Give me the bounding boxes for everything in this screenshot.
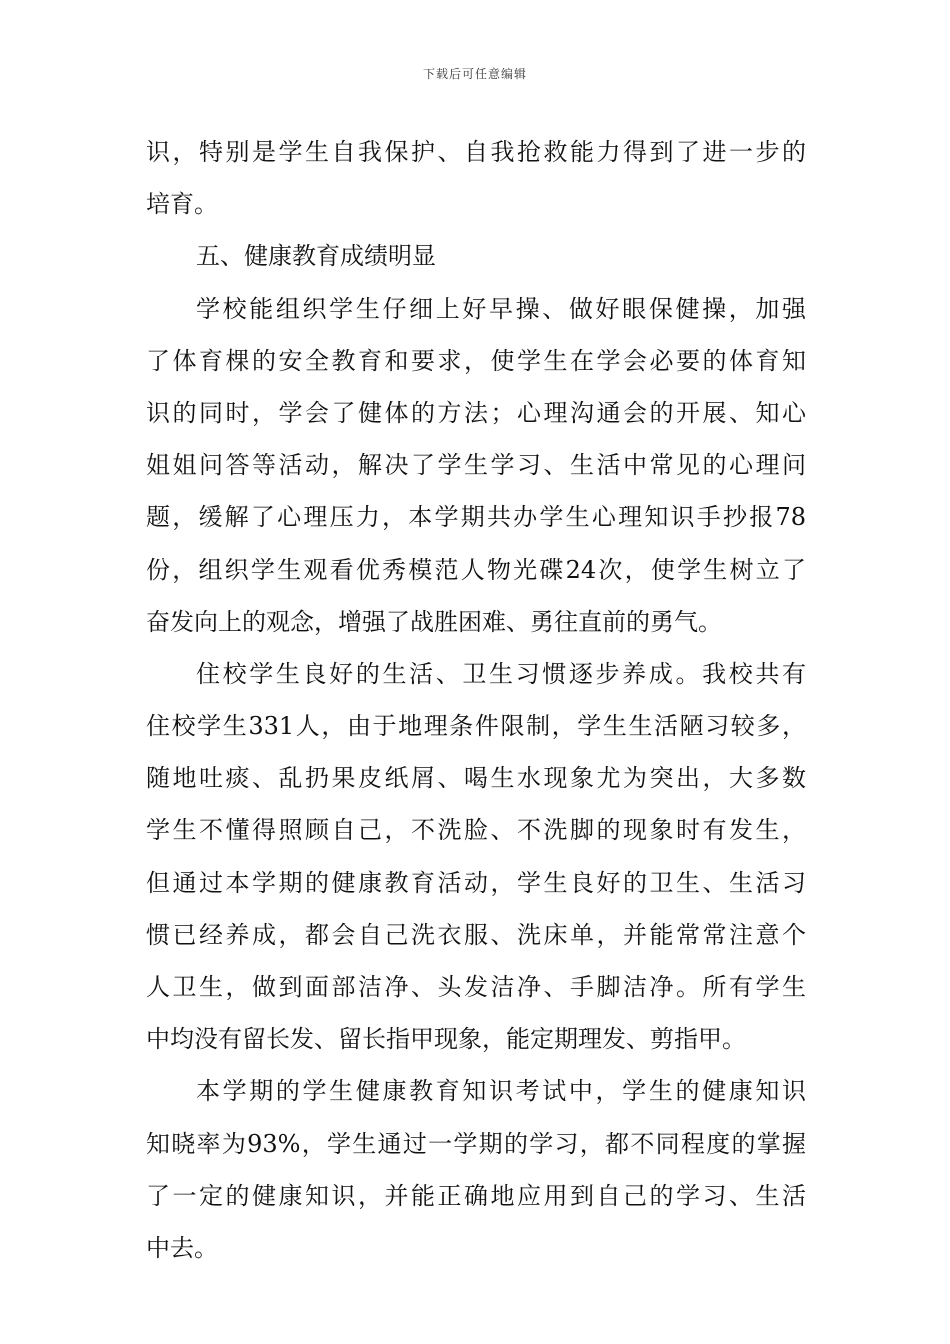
paragraph-first-line: 学校能组织学生仔细上好早操、做好眼保健操，加强 (196, 294, 806, 323)
text-line: 题，缓解了心理压力，本学期共办学生心理知识手抄报78 (146, 503, 806, 532)
text-line: 了体育棵的安全教育和要求，使学生在学会必要的体育知 (146, 346, 806, 375)
paragraph-first-line: 住校学生良好的生活、卫生习惯逐步养成。我校共有 (196, 659, 806, 688)
text-line: 但通过本学期的健康教育活动，学生良好的卫生、生活习 (146, 868, 806, 897)
text-line: 人卫生，做到面部洁净、头发洁净、手脚洁净。所有学生 (146, 973, 806, 1001)
paragraph-last-line: 培育。 (146, 190, 218, 219)
paragraph-last-line: 中去。 (146, 1233, 218, 1262)
text-line: 了一定的健康知识，并能正确地应用到自己的学习、生活 (146, 1181, 806, 1210)
paragraph-last-line: 中均没有留长发、留长指甲现象，能定期理发、剪指甲。 (146, 1025, 746, 1054)
section-heading: 五、健康教育成绩明显 (196, 242, 436, 271)
text-line: 知晓率为93%，学生通过一学期的学习，都不同程度的掌握 (146, 1129, 806, 1158)
text-line: 学生不懂得照顾自己，不洗脸、不洗脚的现象时有发生， (146, 816, 806, 845)
text-line: 识的同时，学会了健体的方法；心理沟通会的开展、知心 (146, 398, 806, 427)
text-line: 姐姐问答等活动，解决了学生学习、生活中常见的心理问 (146, 451, 806, 480)
page-header-note: 下载后可任意编辑 (422, 67, 527, 81)
text-line: 份，组织学生观看优秀模范人物光碟24次，使学生树立了 (146, 555, 806, 584)
text-line: 住校学生331人，由于地理条件限制，学生生活陋习较多， (146, 712, 806, 741)
paragraph-last-line: 奋发向上的观念，增强了战胜困难、勇往直前的勇气。 (146, 607, 722, 636)
document-body (146, 126, 806, 1274)
text-line: 惯已经养成，都会自己洗衣服、洗床单，并能常常注意个 (146, 920, 806, 949)
text-line: 随地吐痰、乱扔果皮纸屑、喝生水现象尤为突出，大多数 (146, 764, 806, 793)
paragraph-first-line: 本学期的学生健康教育知识考试中，学生的健康知识 (196, 1077, 806, 1106)
text-line: 识，特别是学生自我保护、自我抢救能力得到了进一步的 (146, 138, 806, 166)
